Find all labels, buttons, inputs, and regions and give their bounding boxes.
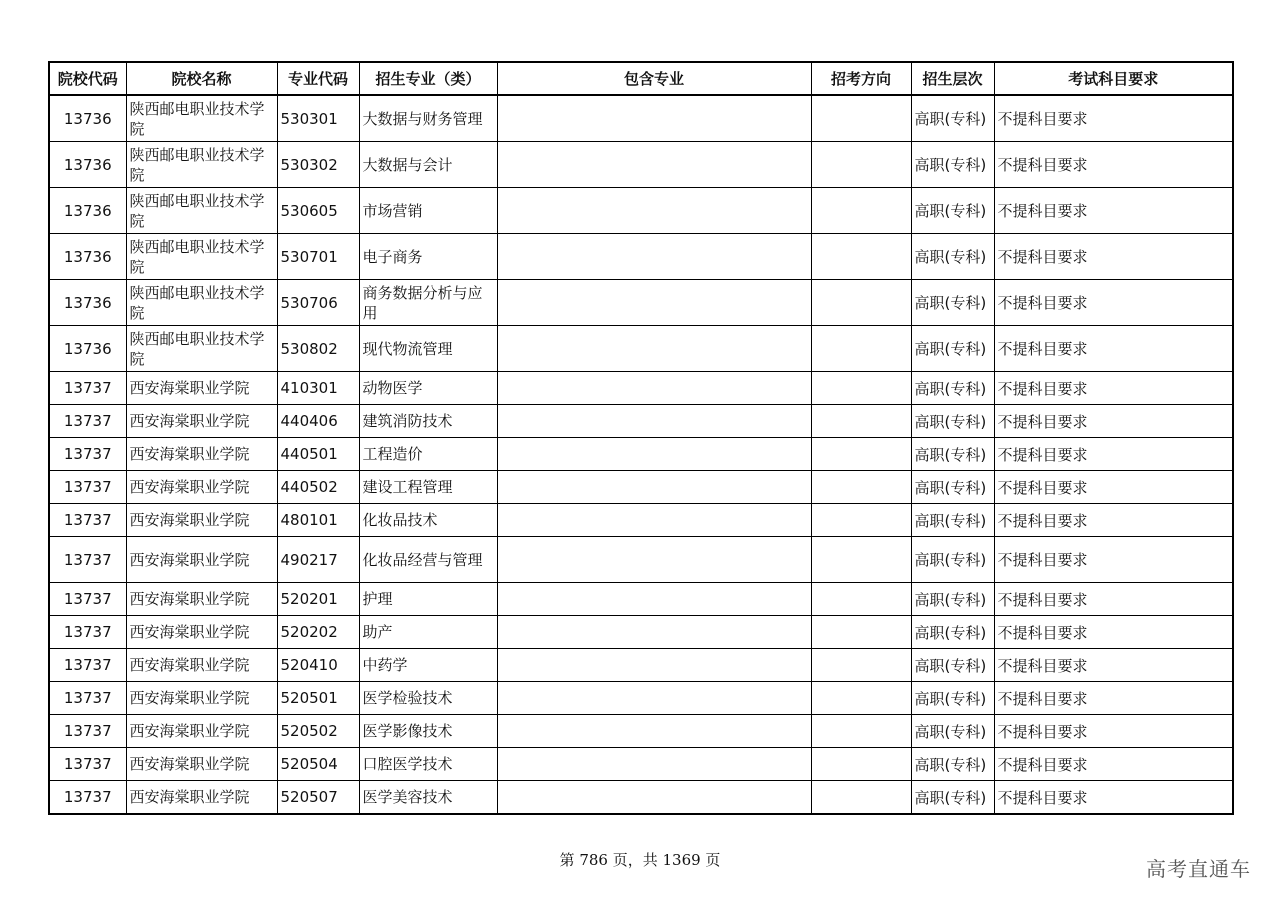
table-row: [49, 583, 1233, 616]
subject-requirement-cell: 不提科目要求: [994, 95, 1233, 142]
level-cell: 高职(专科): [911, 471, 994, 504]
direction-cell: [811, 405, 911, 438]
school-code-cell: 13737: [49, 616, 126, 649]
table-row: [49, 649, 1233, 682]
included-majors-cell: [497, 537, 811, 583]
header-included-majors: 包含专业: [497, 62, 811, 95]
subject-requirement-cell: 不提科目要求: [994, 234, 1233, 280]
level-cell: 高职(专科): [911, 326, 994, 372]
school-code-cell: 13737: [49, 504, 126, 537]
subject-requirement-cell: 不提科目要求: [994, 649, 1233, 682]
major-cell: 护理: [359, 583, 497, 616]
direction-cell: [811, 537, 911, 583]
school-code-cell: 13737: [49, 372, 126, 405]
subject-requirement-cell: 不提科目要求: [994, 142, 1233, 188]
major-cell: 医学美容技术: [359, 781, 497, 815]
included-majors-cell: [497, 188, 811, 234]
direction-cell: [811, 649, 911, 682]
direction-cell: [811, 616, 911, 649]
page-number: 第 786 页，共 1369 页: [559, 851, 721, 869]
major-code-cell: 530605: [277, 188, 359, 234]
header-major: 招生专业（类）: [359, 62, 497, 95]
table-row: [49, 748, 1233, 781]
included-majors-cell: [497, 504, 811, 537]
school-name-cell: 陕西邮电职业技术学院: [126, 95, 277, 142]
school-name-cell: 陕西邮电职业技术学院: [126, 142, 277, 188]
header-subject-requirement: 考试科目要求: [994, 62, 1233, 95]
included-majors-cell: [497, 234, 811, 280]
header-major-code: 专业代码: [277, 62, 359, 95]
major-cell: 助产: [359, 616, 497, 649]
direction-cell: [811, 682, 911, 715]
table-row: [49, 537, 1233, 583]
level-cell: 高职(专科): [911, 188, 994, 234]
school-code-cell: 13737: [49, 682, 126, 715]
subject-requirement-cell: 不提科目要求: [994, 748, 1233, 781]
school-code-cell: 13736: [49, 326, 126, 372]
major-cell: 口腔医学技术: [359, 748, 497, 781]
major-code-cell: 410301: [277, 372, 359, 405]
school-code-cell: 13737: [49, 781, 126, 815]
included-majors-cell: [497, 95, 811, 142]
school-name-cell: 西安海棠职业学院: [126, 781, 277, 815]
school-code-cell: 13737: [49, 471, 126, 504]
included-majors-cell: [497, 616, 811, 649]
level-cell: 高职(专科): [911, 748, 994, 781]
table-row: [49, 438, 1233, 471]
table-row: [49, 188, 1233, 234]
direction-cell: [811, 234, 911, 280]
school-code-cell: 13737: [49, 748, 126, 781]
level-cell: 高职(专科): [911, 142, 994, 188]
school-code-cell: 13736: [49, 234, 126, 280]
included-majors-cell: [497, 326, 811, 372]
school-name-cell: 西安海棠职业学院: [126, 405, 277, 438]
subject-requirement-cell: 不提科目要求: [994, 405, 1233, 438]
subject-requirement-cell: 不提科目要求: [994, 438, 1233, 471]
subject-requirement-cell: 不提科目要求: [994, 583, 1233, 616]
major-code-cell: 520410: [277, 649, 359, 682]
school-code-cell: 13736: [49, 280, 126, 326]
table-row: [49, 616, 1233, 649]
school-name-cell: 陕西邮电职业技术学院: [126, 234, 277, 280]
level-cell: 高职(专科): [911, 616, 994, 649]
table-row: [49, 234, 1233, 280]
school-name-cell: 西安海棠职业学院: [126, 504, 277, 537]
school-name-cell: 西安海棠职业学院: [126, 372, 277, 405]
level-cell: 高职(专科): [911, 280, 994, 326]
table-row: [49, 280, 1233, 326]
table-row: [49, 682, 1233, 715]
level-cell: 高职(专科): [911, 504, 994, 537]
major-code-cell: 440501: [277, 438, 359, 471]
school-name-cell: 西安海棠职业学院: [126, 583, 277, 616]
subject-requirement-cell: 不提科目要求: [994, 682, 1233, 715]
major-code-cell: 520501: [277, 682, 359, 715]
major-code-cell: 520507: [277, 781, 359, 815]
table-row: [49, 715, 1233, 748]
major-cell: 中药学: [359, 649, 497, 682]
major-cell: 动物医学: [359, 372, 497, 405]
header-level: 招生层次: [911, 62, 994, 95]
major-cell: 医学影像技术: [359, 715, 497, 748]
school-name-cell: 西安海棠职业学院: [126, 715, 277, 748]
major-code-cell: 440406: [277, 405, 359, 438]
level-cell: 高职(专科): [911, 682, 994, 715]
major-cell: 大数据与会计: [359, 142, 497, 188]
table-row: [49, 95, 1233, 142]
major-cell: 现代物流管理: [359, 326, 497, 372]
major-cell: 大数据与财务管理: [359, 95, 497, 142]
major-cell: 化妆品经营与管理: [359, 537, 497, 583]
major-cell: 建筑消防技术: [359, 405, 497, 438]
subject-requirement-cell: 不提科目要求: [994, 537, 1233, 583]
direction-cell: [811, 583, 911, 616]
major-code-cell: 520502: [277, 715, 359, 748]
major-cell: 化妆品技术: [359, 504, 497, 537]
school-code-cell: 13737: [49, 649, 126, 682]
direction-cell: [811, 438, 911, 471]
included-majors-cell: [497, 781, 811, 815]
subject-requirement-cell: 不提科目要求: [994, 781, 1233, 815]
direction-cell: [811, 95, 911, 142]
direction-cell: [811, 372, 911, 405]
school-name-cell: 西安海棠职业学院: [126, 471, 277, 504]
school-name-cell: 陕西邮电职业技术学院: [126, 326, 277, 372]
included-majors-cell: [497, 142, 811, 188]
included-majors-cell: [497, 280, 811, 326]
table-row: [49, 326, 1233, 372]
level-cell: 高职(专科): [911, 781, 994, 815]
school-code-cell: 13736: [49, 188, 126, 234]
included-majors-cell: [497, 372, 811, 405]
watermark: 高考直通车: [1146, 857, 1251, 881]
school-name-cell: 西安海棠职业学院: [126, 682, 277, 715]
level-cell: 高职(专科): [911, 405, 994, 438]
school-name-cell: 陕西邮电职业技术学院: [126, 188, 277, 234]
school-code-cell: 13737: [49, 537, 126, 583]
included-majors-cell: [497, 471, 811, 504]
header-school-name: 院校名称: [126, 62, 277, 95]
direction-cell: [811, 471, 911, 504]
subject-requirement-cell: 不提科目要求: [994, 471, 1233, 504]
included-majors-cell: [497, 649, 811, 682]
included-majors-cell: [497, 438, 811, 471]
table-body: [49, 95, 1233, 814]
subject-requirement-cell: 不提科目要求: [994, 188, 1233, 234]
school-name-cell: 西安海棠职业学院: [126, 438, 277, 471]
table-row: [49, 471, 1233, 504]
major-cell: 工程造价: [359, 438, 497, 471]
subject-requirement-cell: 不提科目要求: [994, 372, 1233, 405]
school-code-cell: 13737: [49, 583, 126, 616]
included-majors-cell: [497, 715, 811, 748]
included-majors-cell: [497, 682, 811, 715]
level-cell: 高职(专科): [911, 234, 994, 280]
major-code-cell: 440502: [277, 471, 359, 504]
school-name-cell: 西安海棠职业学院: [126, 537, 277, 583]
subject-requirement-cell: 不提科目要求: [994, 715, 1233, 748]
included-majors-cell: [497, 583, 811, 616]
subject-requirement-cell: 不提科目要求: [994, 616, 1233, 649]
major-code-cell: 530706: [277, 280, 359, 326]
major-code-cell: 520201: [277, 583, 359, 616]
table-row: [49, 372, 1233, 405]
direction-cell: [811, 326, 911, 372]
header-school-code: 院校代码: [49, 62, 126, 95]
major-cell: 商务数据分析与应用: [359, 280, 497, 326]
table-row: [49, 405, 1233, 438]
major-code-cell: 530802: [277, 326, 359, 372]
level-cell: 高职(专科): [911, 372, 994, 405]
table-row: [49, 142, 1233, 188]
major-table: [48, 61, 1234, 815]
direction-cell: [811, 748, 911, 781]
major-cell: 电子商务: [359, 234, 497, 280]
table-header-row: [49, 62, 1233, 95]
level-cell: 高职(专科): [911, 649, 994, 682]
subject-requirement-cell: 不提科目要求: [994, 504, 1233, 537]
included-majors-cell: [497, 405, 811, 438]
school-code-cell: 13737: [49, 715, 126, 748]
level-cell: 高职(专科): [911, 95, 994, 142]
subject-requirement-cell: 不提科目要求: [994, 326, 1233, 372]
school-name-cell: 西安海棠职业学院: [126, 616, 277, 649]
level-cell: 高职(专科): [911, 583, 994, 616]
major-cell: 建设工程管理: [359, 471, 497, 504]
level-cell: 高职(专科): [911, 537, 994, 583]
school-name-cell: 陕西邮电职业技术学院: [126, 280, 277, 326]
direction-cell: [811, 142, 911, 188]
major-code-cell: 530701: [277, 234, 359, 280]
direction-cell: [811, 280, 911, 326]
major-code-cell: 530302: [277, 142, 359, 188]
school-code-cell: 13736: [49, 95, 126, 142]
school-code-cell: 13737: [49, 438, 126, 471]
level-cell: 高职(专科): [911, 715, 994, 748]
major-code-cell: 520504: [277, 748, 359, 781]
major-code-cell: 520202: [277, 616, 359, 649]
school-code-cell: 13737: [49, 405, 126, 438]
level-cell: 高职(专科): [911, 438, 994, 471]
included-majors-cell: [497, 748, 811, 781]
major-code-cell: 530301: [277, 95, 359, 142]
school-name-cell: 西安海棠职业学院: [126, 649, 277, 682]
school-name-cell: 西安海棠职业学院: [126, 748, 277, 781]
header-direction: 招考方向: [811, 62, 911, 95]
major-code-cell: 490217: [277, 537, 359, 583]
school-code-cell: 13736: [49, 142, 126, 188]
direction-cell: [811, 504, 911, 537]
table-row: [49, 504, 1233, 537]
table-row: [49, 781, 1233, 815]
direction-cell: [811, 781, 911, 815]
major-cell: 医学检验技术: [359, 682, 497, 715]
major-code-cell: 480101: [277, 504, 359, 537]
subject-requirement-cell: 不提科目要求: [994, 280, 1233, 326]
direction-cell: [811, 715, 911, 748]
major-cell: 市场营销: [359, 188, 497, 234]
direction-cell: [811, 188, 911, 234]
